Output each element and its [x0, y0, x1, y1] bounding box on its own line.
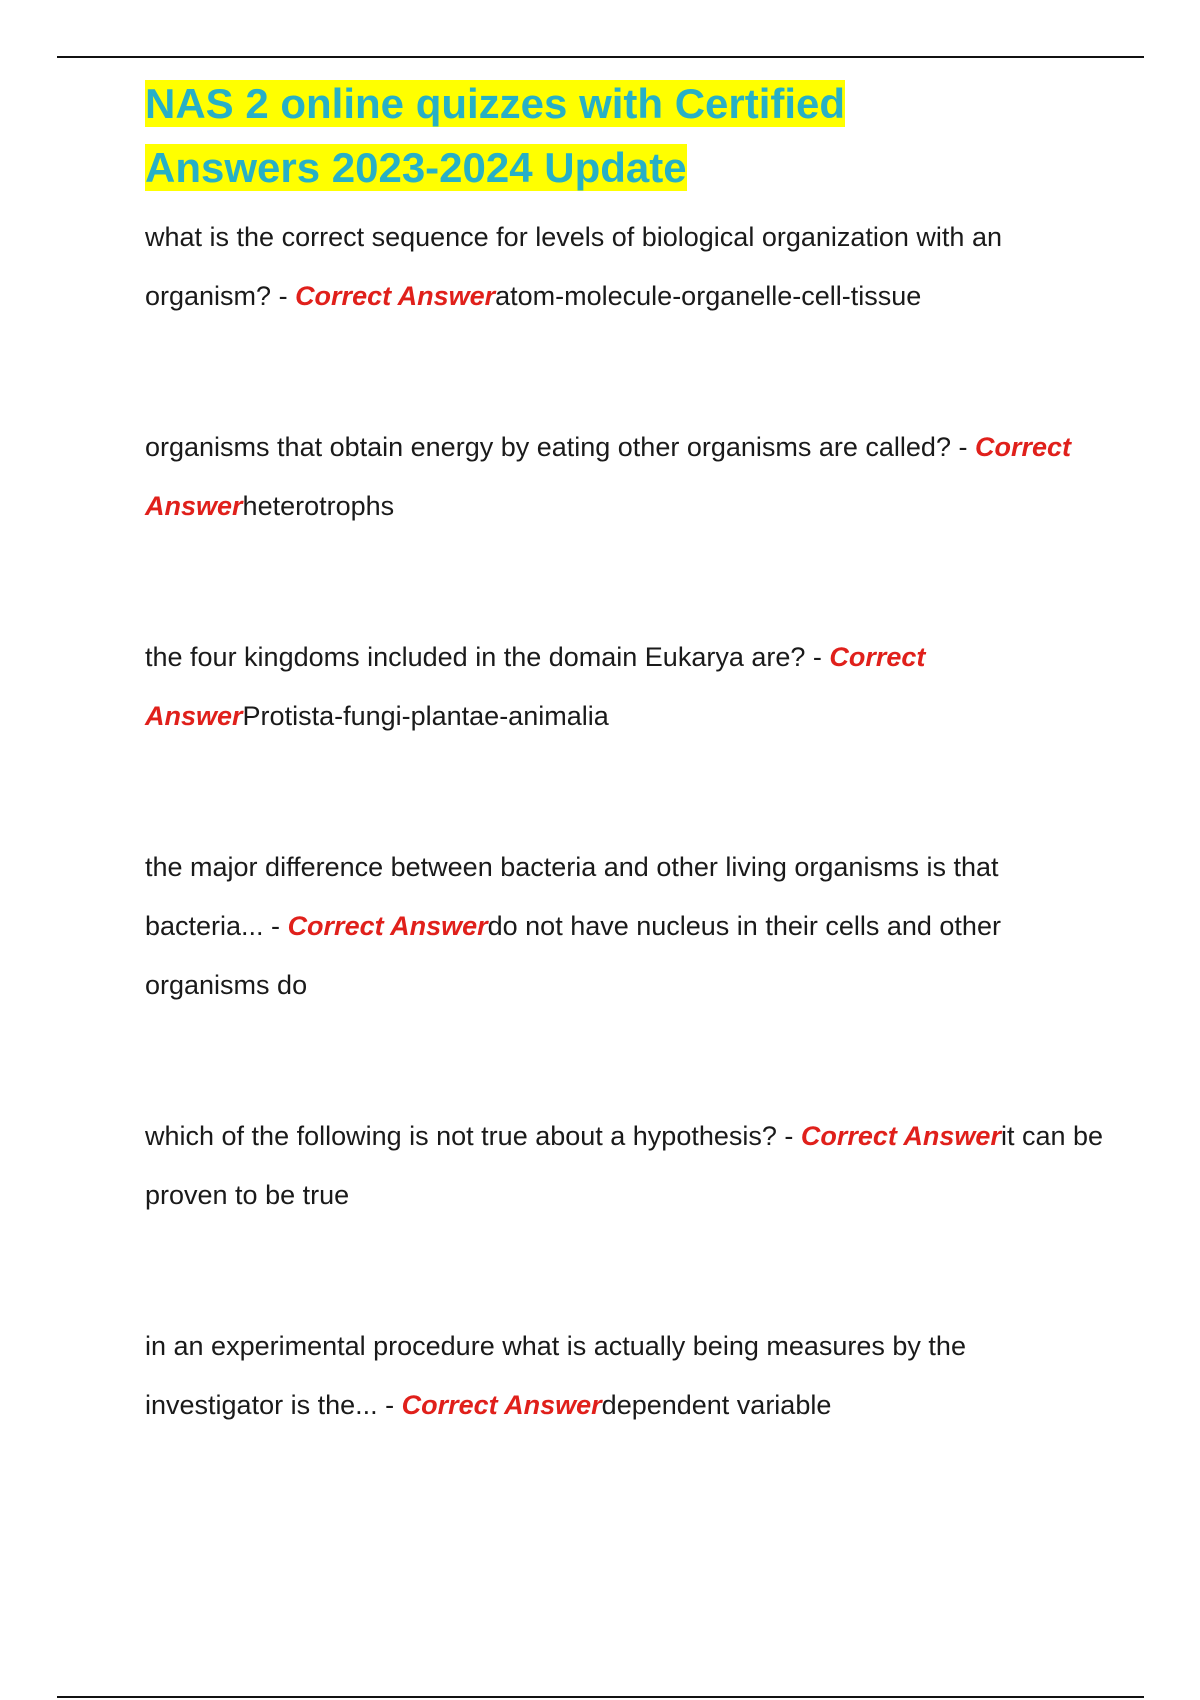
qa-item-1 — [145, 208, 1105, 326]
correct-answer-label: Correct Answer — [145, 642, 926, 731]
question-text: organisms that obtain energy by eating other organisms are called? - — [145, 432, 975, 462]
correct-answer-label: Correct Answer — [295, 281, 496, 311]
correct-answer-label: Correct Answer — [800, 1121, 1001, 1151]
question-text: the four kingdoms included in the domain Eukarya are? - — [145, 642, 830, 672]
correct-answer-label: Correct Answer — [401, 1390, 602, 1420]
document-title — [145, 72, 945, 200]
question-text: the major difference between bacteria and other living organisms is that bacteria... - — [145, 852, 999, 941]
qa-item-3 — [145, 628, 1105, 746]
question-text: what is the correct sequence for levels of biological organization with an organism? - — [145, 222, 1002, 311]
answer-text: heterotrophs — [242, 491, 395, 521]
answer-text: Protista-fungi-plantae-animalia — [242, 701, 609, 731]
title-highlight: NAS 2 online quizzes with Certified Answers 2023-2024 Update — [145, 80, 846, 191]
answer-text: do not have nucleus in their cells and other organisms do — [145, 911, 1001, 1000]
top-rule — [57, 56, 1144, 58]
correct-answer-label: Correct Answer — [145, 432, 1071, 521]
qa-item-6 — [145, 1317, 1105, 1435]
qa-item-2 — [145, 418, 1105, 536]
question-text: which of the following is not true about a hypothesis? - — [145, 1121, 801, 1151]
answer-text: atom-molecule-organelle-cell-tissue — [495, 281, 922, 311]
qa-item-5 — [145, 1107, 1105, 1225]
answer-text: it can be proven to be true — [145, 1121, 1104, 1210]
answer-text: dependent variable — [601, 1390, 832, 1420]
correct-answer-label: Correct Answer — [287, 911, 488, 941]
question-text: in an experimental procedure what is actually being measures by the investigator is the... - — [145, 1331, 966, 1420]
bottom-rule — [57, 1696, 1144, 1698]
qa-item-4 — [145, 838, 1105, 1015]
document-body — [145, 72, 1105, 1435]
